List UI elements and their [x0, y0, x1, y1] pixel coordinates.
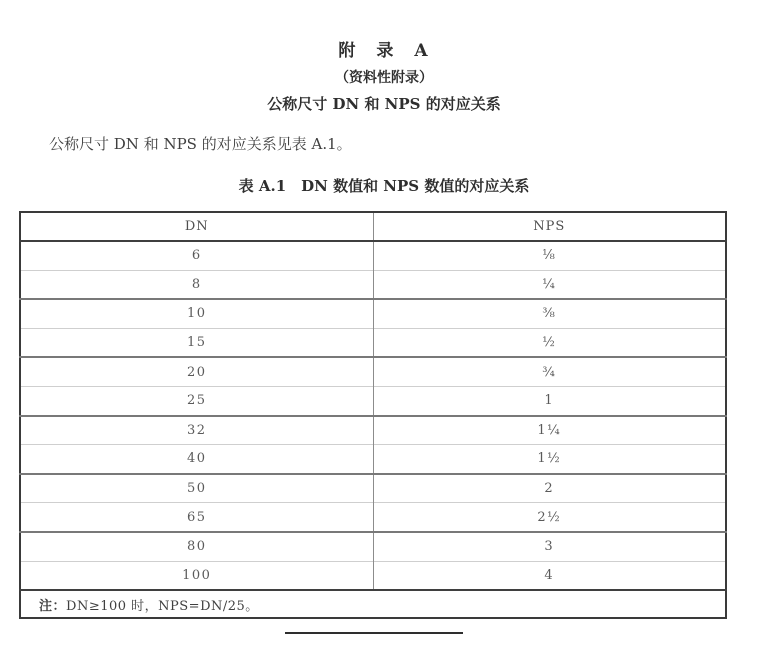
- note-label: 注：: [39, 598, 67, 614]
- dn-cell: 6: [20, 241, 373, 270]
- appendix-heading: 公称尺寸 DN 和 NPS 的对应关系: [267, 95, 501, 113]
- nps-cell: ¼: [373, 270, 726, 299]
- table-row: [20, 299, 726, 328]
- table-caption: 表 A.1 DN 数值和 NPS 数值的对应关系: [238, 177, 530, 195]
- dn-cell: 25: [20, 386, 373, 415]
- table-row: [20, 328, 726, 357]
- footer-rule: [285, 632, 463, 634]
- table-header-row: [20, 212, 726, 241]
- table-row: [20, 561, 726, 590]
- table-row: [20, 241, 726, 270]
- nps-cell: 2: [373, 474, 726, 503]
- appendix-title: 附 录 A: [338, 41, 430, 61]
- dn-cell: 8: [20, 270, 373, 299]
- table-row: [20, 357, 726, 386]
- dn-cell: 40: [20, 445, 373, 474]
- dn-cell: 32: [20, 416, 373, 445]
- nps-cell: ⅛: [542, 248, 557, 264]
- col-header-nps: NPS: [373, 212, 726, 241]
- nps-cell: 3: [373, 532, 726, 561]
- nps-cell: 4: [373, 561, 726, 590]
- dn-cell: 10: [20, 299, 373, 328]
- table-row: [20, 416, 726, 445]
- table-row: [20, 386, 726, 415]
- dn-cell: 50: [20, 474, 373, 503]
- dn-cell: 100: [20, 561, 373, 590]
- table-row: [20, 474, 726, 503]
- dn-cell: 65: [20, 503, 373, 532]
- dn-nps-table: [19, 211, 727, 619]
- col-header-dn: DN: [20, 212, 373, 241]
- table-note-row: [20, 590, 726, 618]
- nps-cell: ¾: [373, 357, 726, 386]
- dn-cell: 80: [20, 532, 373, 561]
- table-row: [20, 503, 726, 532]
- dn-cell: 20: [20, 357, 373, 386]
- appendix-subtitle: （资料性附录）: [335, 70, 433, 86]
- note-text: DN≥100 时，NPS=DN/25。: [66, 598, 259, 614]
- nps-cell: ⅜: [373, 299, 726, 328]
- table-row: [20, 270, 726, 299]
- table-row: [20, 532, 726, 561]
- dn-cell: 15: [20, 328, 373, 357]
- nps-cell: ½: [373, 328, 726, 357]
- table-row: [20, 445, 726, 474]
- nps-cell: 1: [373, 386, 726, 415]
- intro-paragraph: 公称尺寸 DN 和 NPS 的对应关系见表 A.1。: [49, 135, 352, 153]
- nps-cell: 1½: [373, 445, 726, 474]
- nps-cell: 2½: [373, 503, 726, 532]
- table-note: [20, 590, 726, 618]
- nps-cell: 1¼: [373, 416, 726, 445]
